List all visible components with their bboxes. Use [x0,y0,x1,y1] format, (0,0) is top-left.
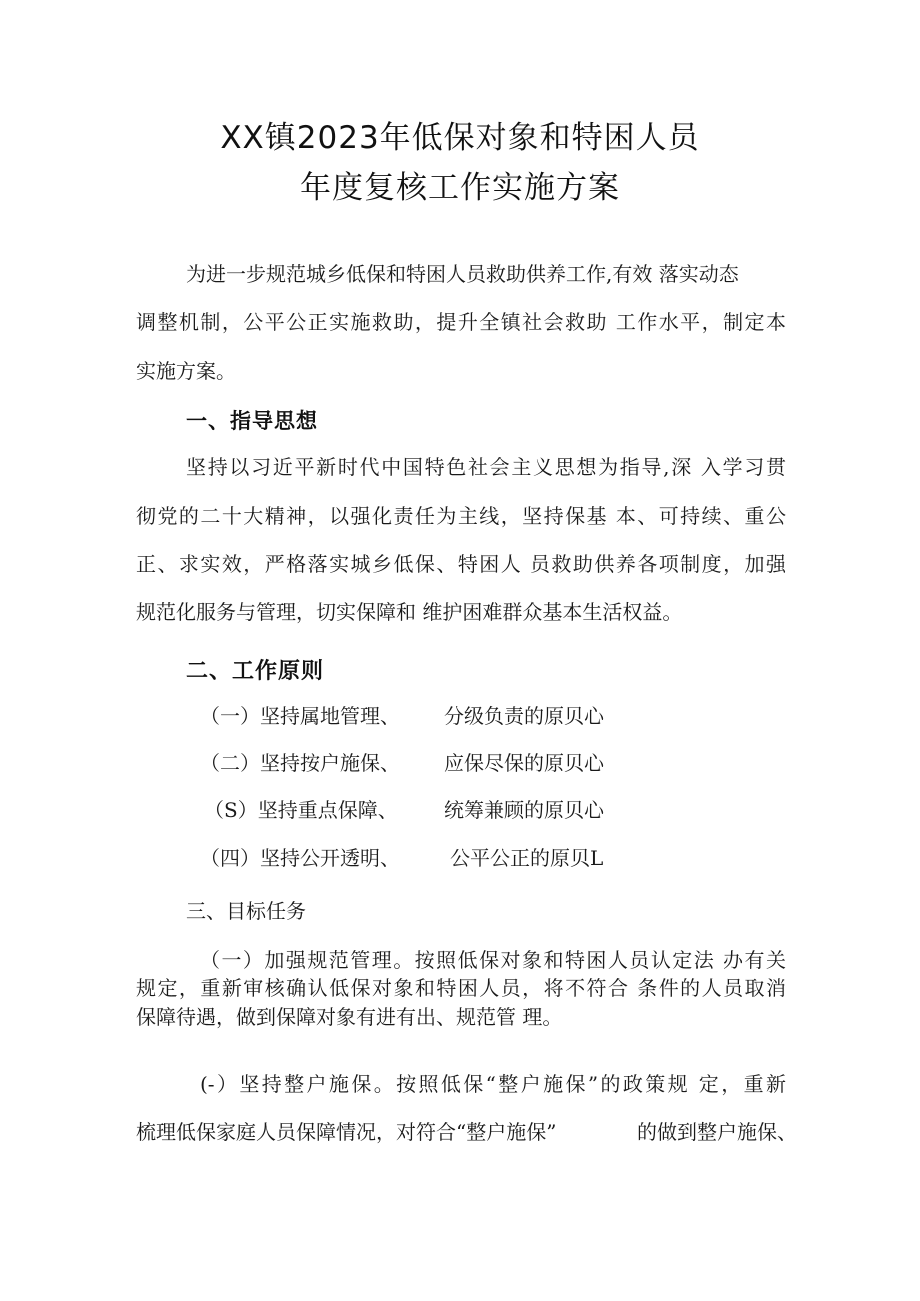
section1-line-4: 规范化服务与管理，切实保障和 维护困难群众基本生活权益。 [136,600,683,624]
intro-line-2: 调整机制，公平公正实施救助，提升全镇社会救助 工作水平，制定本 [136,310,786,334]
section2-heading: 二、工作原则 [186,659,325,684]
section1-line-3: 正、求实效，严格落实城乡低保、特困人 员救助供养各项制度，加强 [136,552,786,576]
section3-para1-line-2: 规定，重新审核确认低保对象和特困人员，将不符合 条件的人员取消 [136,976,786,1000]
section3-para2-line-1: (-）坚持整户施保。按照低保“整户施保”的政策规 定，重新 [200,1072,786,1096]
document-title-line2: 年度复核工作实施方案 [300,170,620,206]
intro-line-3: 实施方案。 [136,359,236,383]
principle-3-left: （S）坚持重点保障、 [204,798,398,822]
intro-line-1: 为进一步规范城乡低保和特困人员救助供养工作,有效 落实动态 [186,262,739,286]
principle-3-right: 统筹兼顾的原贝心 [444,798,604,822]
section1-line-2: 彻党的二十大精神，以强化责任为主线，坚持保基 本、可持续、重公 [136,504,786,528]
section3-heading: 三、目标任务 [186,899,306,923]
principle-2-left: （二）坚持按户施保、 [200,751,400,775]
section1-heading: 一、指导思想 [186,409,318,433]
principle-1-left: （一）坚持属地管理、 [200,704,400,728]
section3-para2-line-2-left: 梳理低保家庭人员保障情况，对符合“整户施保” [136,1120,557,1144]
section3-para1-line-3: 保障待遇，做到保障对象有进有出、规范管 理。 [136,1005,563,1029]
section1-line-1: 坚持以习近平新时代中国特色社会主义思想为指导,深 入学习贯 [186,455,786,479]
principle-4-left: （四）坚持公开透明、 [200,846,400,870]
principle-4-right: 公平公正的原贝L [450,846,604,870]
principle-1-right: 分级负责的原贝心 [444,704,604,728]
document-title-line1: XX镇2023年低保对象和特困人员 [220,120,700,156]
section3-para1-line-1: （一）加强规范管理。按照低保对象和特困人员认定法 办有关 [200,948,786,972]
section3-para2-line-2-right: 的做到整户施保、 [637,1120,797,1144]
principle-2-right: 应保尽保的原贝心 [444,751,604,775]
